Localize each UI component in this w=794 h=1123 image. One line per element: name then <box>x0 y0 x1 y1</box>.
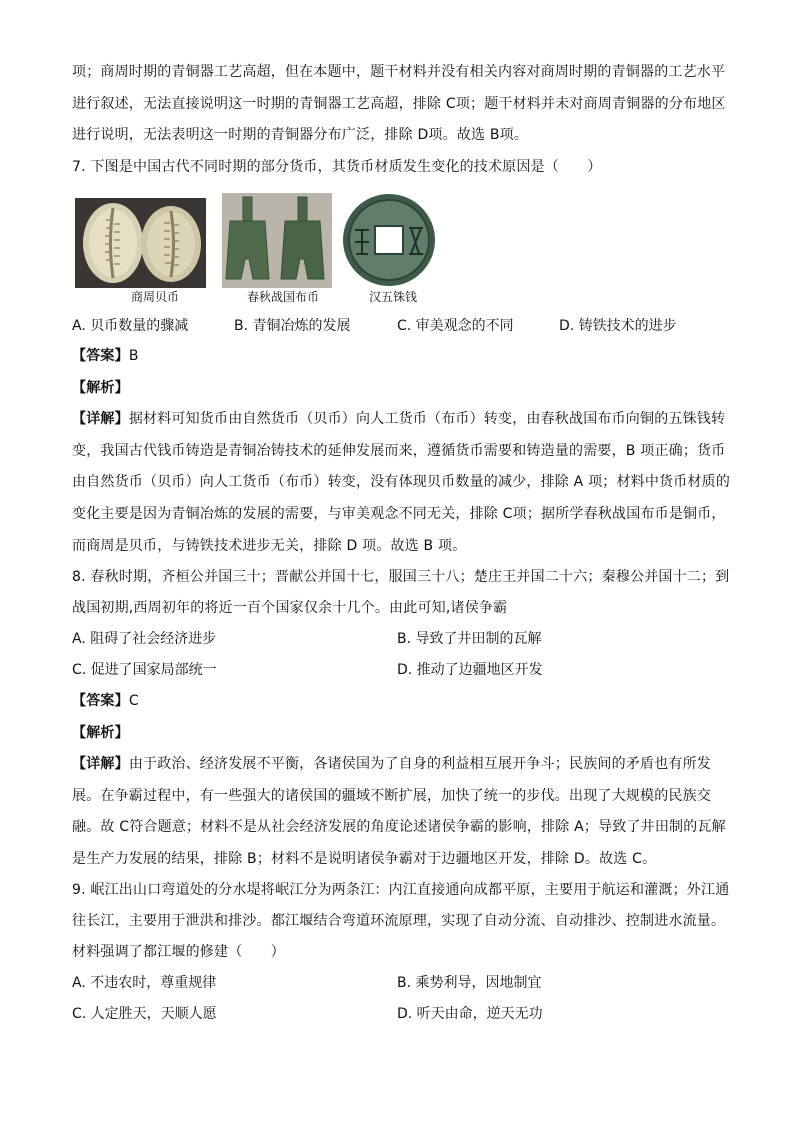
q8-option-d: D. 推动了边疆地区开发 <box>397 662 543 678</box>
q7-detail-line-3: 由自然货币（贝币）向人工货币（布币）转变，没有体现贝币数量的减少，排除 A 项；材料中货币材质的 <box>72 474 731 490</box>
q8-option-c: C. 促进了国家局部统一 <box>72 662 217 678</box>
q9-option-c: C. 人定胜天，天顺人愿 <box>72 1006 217 1022</box>
q8-option-a: A. 阻碍了社会经济进步 <box>72 631 217 647</box>
q6-explanation-line-3: 进行说明，无法表明这一时期的青铜器分布广泛，排除 D项。故选 B项。 <box>72 127 529 143</box>
q7-stem: 7. 下图是中国古代不同时期的部分货币，其货币材质发生变化的技术原因是（ ） <box>72 159 602 175</box>
cowrie-shell-left <box>83 203 143 283</box>
cowrie-shell-right <box>141 206 201 282</box>
q9-stem-line-1: 9. 岷江出山口弯道处的分水堤将岷江分为两条江：内江直接通向成都平原，主要用于航运和灌溉；外江通 <box>72 882 730 898</box>
q8-detail-line-4: 是生产力发展的结果，排除 B；材料不是说明诸侯争霸对于边疆地区开发，排除 D。故选 C。 <box>72 851 657 867</box>
q7-detail-line-5: 而商周是贝币，与铸铁技术进步无关，排除 D 项。故选 B 项。 <box>72 538 467 554</box>
q9-stem-line-3: 材料强调了都江堰的修建（ ） <box>72 944 285 960</box>
q7-detail-line-1 <box>72 409 726 429</box>
q7-answer <box>72 346 722 366</box>
wuzhu-coin-image <box>341 192 437 288</box>
caption-wuzhu-coin: 汉五铢钱 <box>368 290 417 304</box>
detail-text: 由于政治、经济发展不平衡，各诸侯国为了自身的利益相互展开争斗；民族间的矛盾也有所发 <box>128 756 712 772</box>
answer-value: C <box>128 693 139 709</box>
q8-detail-line-1 <box>72 754 722 774</box>
q7-detail-line-2: 变，我国古代钱币铸造是青铜冶铸技术的延伸发展而来，遵循货币需要和铸造量的需要，B 项正确；货币 <box>72 443 726 459</box>
q7-option-a: A. 贝币数量的骤减 <box>72 318 189 334</box>
detail-text: 据材料可知货币由自然货币（贝币）向人工货币（布币）转变，由春秋战国布币向铜的五铢钱转 <box>128 411 726 427</box>
q7-analysis-label <box>72 378 722 398</box>
q7-option-b: B. 青铜冶炼的发展 <box>234 318 351 334</box>
q6-explanation-line-2: 进行叙述，无法直接说明这一时期的青铜器工艺高超，排除 C项；题干材料并未对商周青铜器的分布地区 <box>72 96 726 112</box>
q7-option-d: D. 铸铁技术的进步 <box>559 318 677 334</box>
answer-label: 【答案】 <box>72 348 129 364</box>
q8-analysis-label <box>72 723 722 743</box>
q8-detail-line-3: 融。故 C符合题意；材料不是从社会经济发展的角度论述诸侯争霸的影响，排除 A；导致了井田制的瓦解 <box>72 819 726 835</box>
q8-detail-line-2: 展。在争霸过程中，有一些强大的诸侯国的疆域不断扩展，加快了统一的步伐。出现了大规模的民族交 <box>72 788 711 804</box>
spade-coins-image <box>222 193 332 288</box>
caption-cowrie-coins: 商周贝币 <box>130 290 179 304</box>
caption-spade-coins: 春秋战国布币 <box>246 290 319 304</box>
cowrie-shell-coins-image <box>75 198 206 288</box>
q6-explanation-line-1: 项；商周时期的青铜器工艺高超，但在本题中，题干材料并没有相关内容对商周时期的青铜器的工艺水平 <box>72 64 726 80</box>
detail-label: 【详解】 <box>72 756 129 772</box>
q7-detail-line-4: 变化主要是因为青铜冶炼的发展的需要，与审美观念不同无关，排除 C项；据所学春秋战国布币是铜币， <box>72 506 726 522</box>
detail-label: 【详解】 <box>72 411 129 427</box>
q7-option-c: C. 审美观念的不同 <box>397 318 514 334</box>
analysis-label: 【解析】 <box>72 380 129 396</box>
q9-option-d: D. 听天由命，逆天无功 <box>397 1006 543 1022</box>
q8-stem-line-1: 8. 春秋时期，齐桓公并国三十；晋献公并国十七，服国三十八；楚庄王并国二十六；秦穆公并国十二；到 <box>72 569 730 585</box>
q8-option-b: B. 导致了井田制的瓦解 <box>397 631 542 647</box>
answer-label: 【答案】 <box>72 693 129 709</box>
q8-stem-line-2: 战国初期,西周初年的将近一百个国家仅余十几个。由此可知,诸侯争霸 <box>72 600 508 616</box>
q9-option-a: A. 不违农时，尊重规律 <box>72 975 217 991</box>
q8-answer <box>72 691 722 711</box>
q9-stem-line-2: 往长江，主要用于泄洪和排沙。都江堰结合弯道环流原理，实现了自动分流、自动排沙、控制进水流量。 <box>72 913 726 929</box>
analysis-label: 【解析】 <box>72 725 129 741</box>
q9-option-b: B. 乘势利导，因地制宜 <box>397 975 542 991</box>
answer-value: B <box>128 348 139 364</box>
